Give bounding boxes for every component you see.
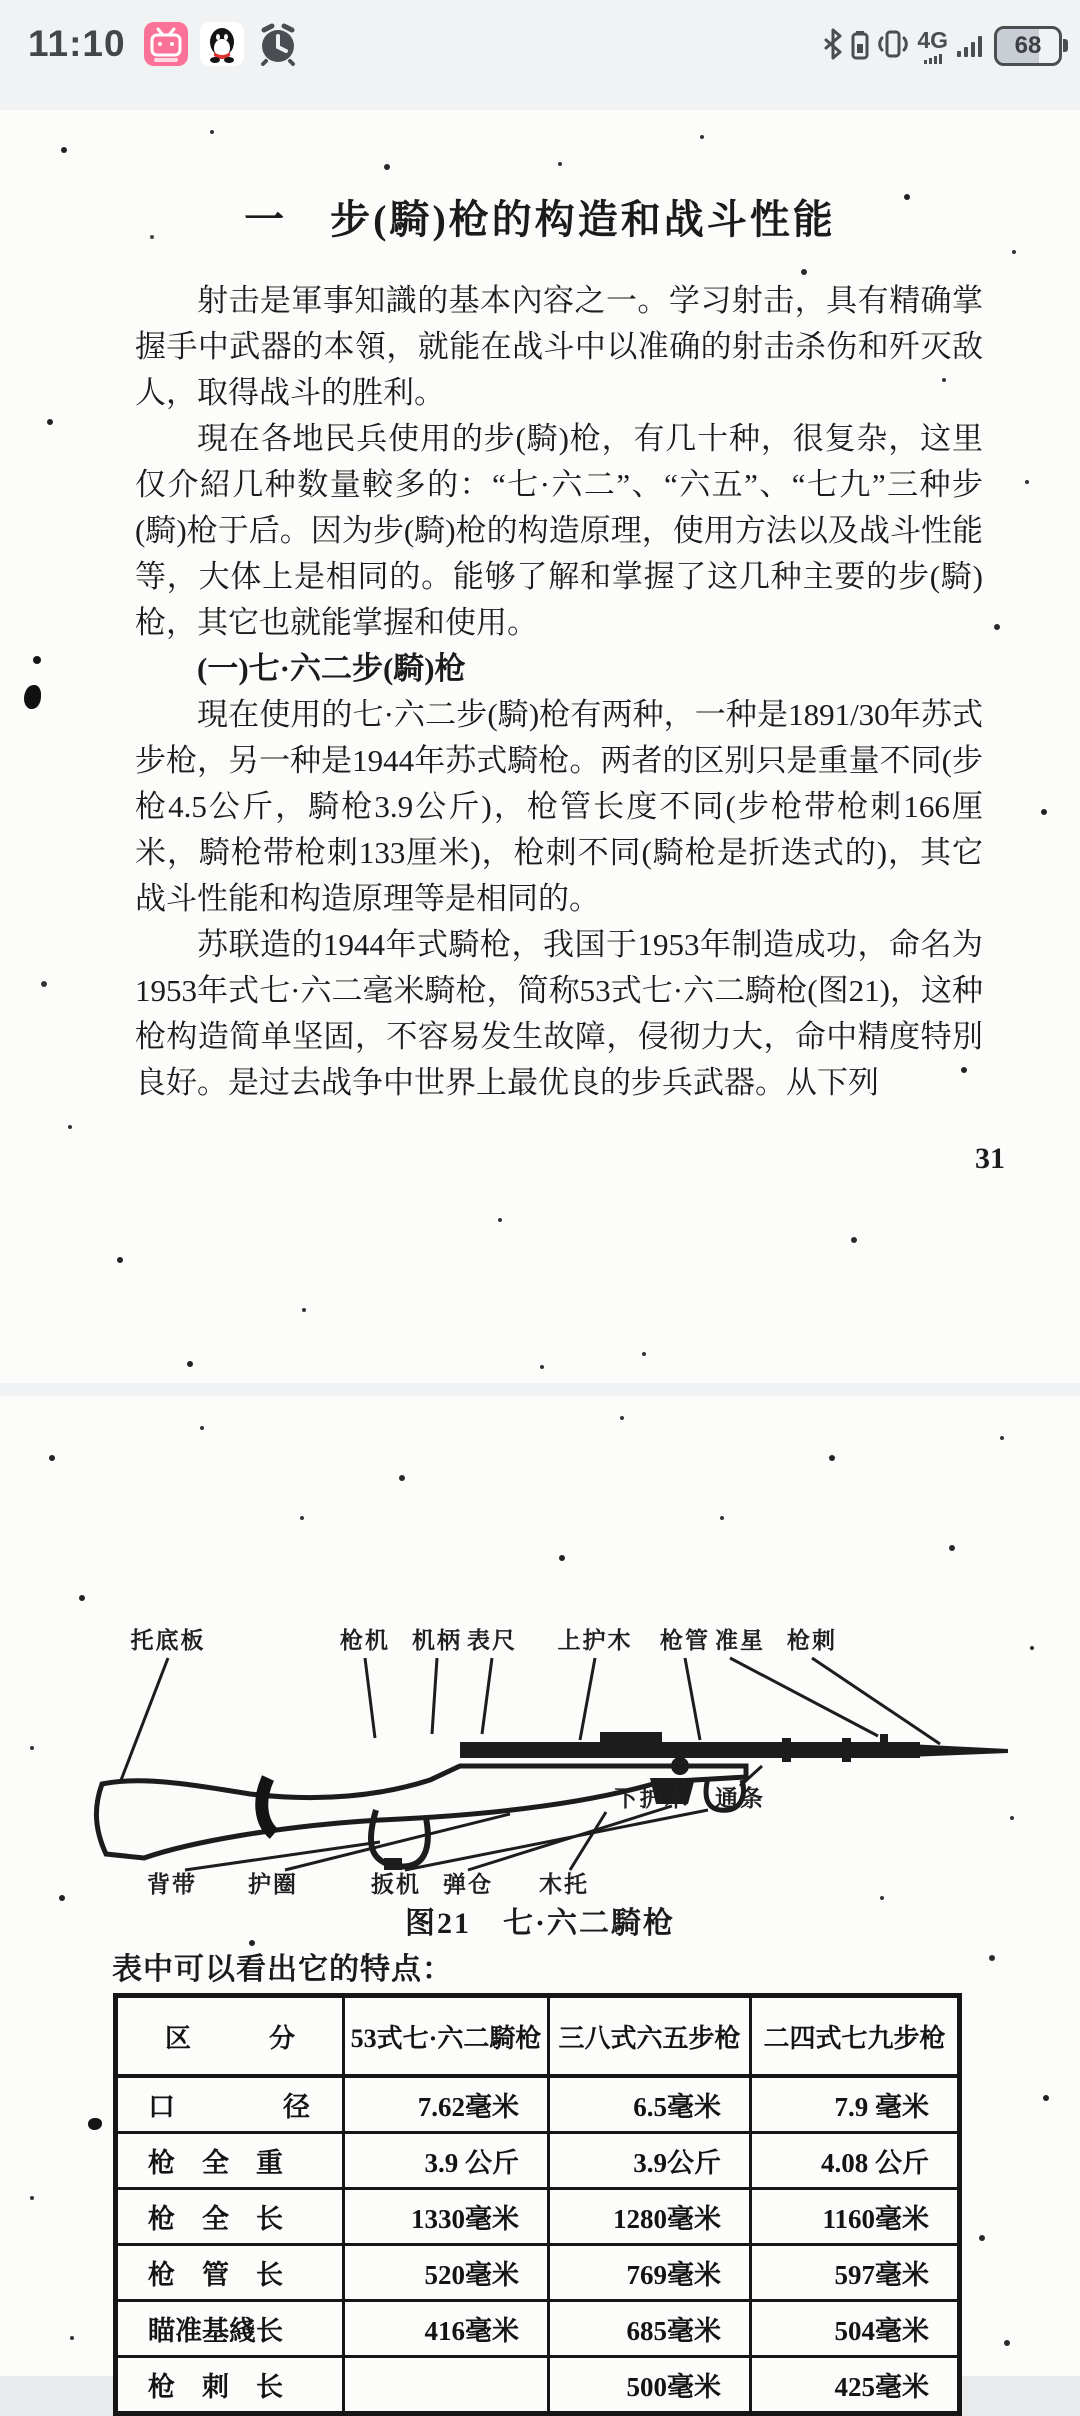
cell-value: 4.08 公斤 — [751, 2133, 960, 2189]
part-label-sling: 背带 — [147, 1872, 197, 1897]
earbud-battery-icon — [851, 27, 869, 66]
cell-value: 3.9公斤 — [549, 2133, 751, 2189]
table-row — [116, 2245, 960, 2301]
paragraph: 射击是軍事知識的基本內容之一。学习射击，具有精确掌握手中武器的本領，就能在战斗中以准确的射击杀伤和歼灭敌人，取得战斗的胜利。 — [135, 283, 983, 410]
cell-value: 7.62毫米 — [344, 2076, 549, 2133]
scanned-page-1 — [0, 110, 1080, 1383]
cell-value: 597毫米 — [751, 2245, 960, 2301]
part-label-trigger: 扳机 — [371, 1872, 421, 1897]
row-label: 瞄准基綫长 — [116, 2301, 344, 2357]
part-label-lower-handguard: 下护木 — [614, 1786, 690, 1811]
column-header: 53式七·六二騎枪 — [344, 1996, 549, 2077]
paragraph: 現在使用的七·六二步(騎)枪有两种，一种是1891/30年苏式步枪，另一种是1944年苏式騎枪。两者的区别只是重量不同(步枪4.5公斤，騎枪3.9公斤)，枪管长度不同(步枪带枪刺166厘米，騎枪带枪刺133厘米)，枪刺不同(騎枪是折迭式的)，其它战斗性能和构造原理等是相同的。 — [135, 697, 983, 916]
scanned-page-2 — [0, 1396, 1080, 2402]
table-row — [116, 2301, 960, 2357]
signal-bars-icon — [955, 27, 987, 66]
rifle-spec-table — [113, 1993, 962, 2416]
cell-value: 1280毫米 — [549, 2189, 751, 2245]
clock-time: 11:10 — [28, 23, 126, 64]
column-header: 三八式六五步枪 — [549, 1996, 751, 2077]
scan-noise — [0, 1396, 4, 1400]
part-label-stock: 木托 — [539, 1872, 589, 1897]
row-label: 枪 全 长 — [116, 2189, 344, 2245]
qq-icon — [200, 22, 244, 66]
body-text — [135, 278, 983, 1106]
paragraph: 苏联造的1944年式騎枪，我国于1953年制造成功，命名为1953年式七·六二毫米騎枪，简称53式七·六二騎枪(图21)，这种枪构造简单坚固，不容易发生故障，侵彻力大，命中精度特別良好。是过去战争中世界上最优良的步兵武器。从下列 — [135, 927, 983, 1100]
row-label: 枪 全 重 — [116, 2133, 344, 2189]
rifle-diagram — [40, 1544, 1040, 1904]
part-label-upper-handguard: 上护木 — [557, 1628, 633, 1653]
part-label-bolt: 枪机 — [340, 1628, 390, 1653]
page-number: 31 — [975, 1142, 1005, 1175]
figure-caption: 图21 七·六二騎枪 — [404, 1907, 675, 1940]
part-label-front-sight: 准星 — [715, 1628, 765, 1653]
cell-value: 769毫米 — [549, 2245, 751, 2301]
network-type-indicator — [917, 26, 948, 64]
cell-value: 416毫米 — [344, 2301, 549, 2357]
cell-value: 500毫米 — [549, 2357, 751, 2414]
part-label-magazine: 弹仓 — [443, 1872, 493, 1897]
cell-value: 3.9 公斤 — [344, 2133, 549, 2189]
cell-value: 504毫米 — [751, 2301, 960, 2357]
battery-icon — [994, 26, 1062, 66]
part-label-bolt-handle: 机柄 — [412, 1628, 462, 1653]
bilibili-icon — [144, 22, 188, 66]
cell-value: 1330毫米 — [344, 2189, 549, 2245]
status-bar — [0, 0, 1080, 110]
cell-value: 7.9 毫米 — [751, 2076, 960, 2133]
alarm-clock-icon — [256, 22, 300, 66]
table-row — [116, 2133, 960, 2189]
part-label-cleaning-rod: 通条 — [715, 1786, 765, 1811]
part-label-barrel: 枪管 — [660, 1628, 710, 1653]
part-label-bayonet: 枪刺 — [787, 1628, 837, 1653]
scan-noise — [0, 110, 4, 114]
ink-blot — [88, 2118, 102, 2130]
row-label: 枪 刺 长 — [116, 2357, 344, 2414]
section-heading: (一)七·六二步(騎)枪 — [197, 651, 466, 686]
chapter-title: 一 步(騎)枪的构造和战斗性能 — [244, 197, 836, 242]
part-label-buttplate: 托底板 — [130, 1628, 206, 1653]
table-row — [116, 2189, 960, 2245]
vibrate-icon — [876, 27, 910, 66]
cell-value: 520毫米 — [344, 2245, 549, 2301]
table-header-row — [116, 1996, 960, 2077]
row-label: 口 径 — [116, 2076, 344, 2133]
cell-value: 6.5毫米 — [549, 2076, 751, 2133]
battery-nub — [1063, 39, 1068, 52]
battery-percent: 68 — [1014, 32, 1042, 59]
table-row — [116, 2357, 960, 2414]
row-label: 枪 管 长 — [116, 2245, 344, 2301]
table-row — [116, 2076, 960, 2133]
bluetooth-icon — [822, 27, 844, 66]
cell-value: 425毫米 — [751, 2357, 960, 2414]
status-bar-left — [28, 22, 300, 66]
cell-value — [344, 2357, 549, 2414]
column-header: 二四式七九步枪 — [751, 1996, 960, 2077]
secondary-signal-icon — [924, 54, 942, 64]
part-label-rear-sight: 表尺 — [467, 1628, 517, 1653]
table-intro-text: 表中可以看出它的特点： — [112, 1953, 453, 1986]
status-bar-right — [822, 24, 1062, 68]
cell-value: 685毫米 — [549, 2301, 751, 2357]
paragraph: 現在各地民兵使用的步(騎)枪，有几十种，很复杂，这里仅介紹几种数量較多的：“七·六二”、“六五”、“七九”三种步(騎)枪于后。因为步(騎)枪的构造原理，使用方法以及战斗性能等，大体上是相同的。能够了解和掌握了这几种主要的步(騎)枪，其它也就能掌握和使用。 — [135, 421, 983, 640]
column-header: 区 分 — [116, 1996, 344, 2077]
part-label-trigger-guard: 护圈 — [248, 1872, 298, 1897]
ink-blot — [24, 685, 41, 709]
cell-value: 1160毫米 — [751, 2189, 960, 2245]
network-label: 4G — [917, 26, 948, 53]
